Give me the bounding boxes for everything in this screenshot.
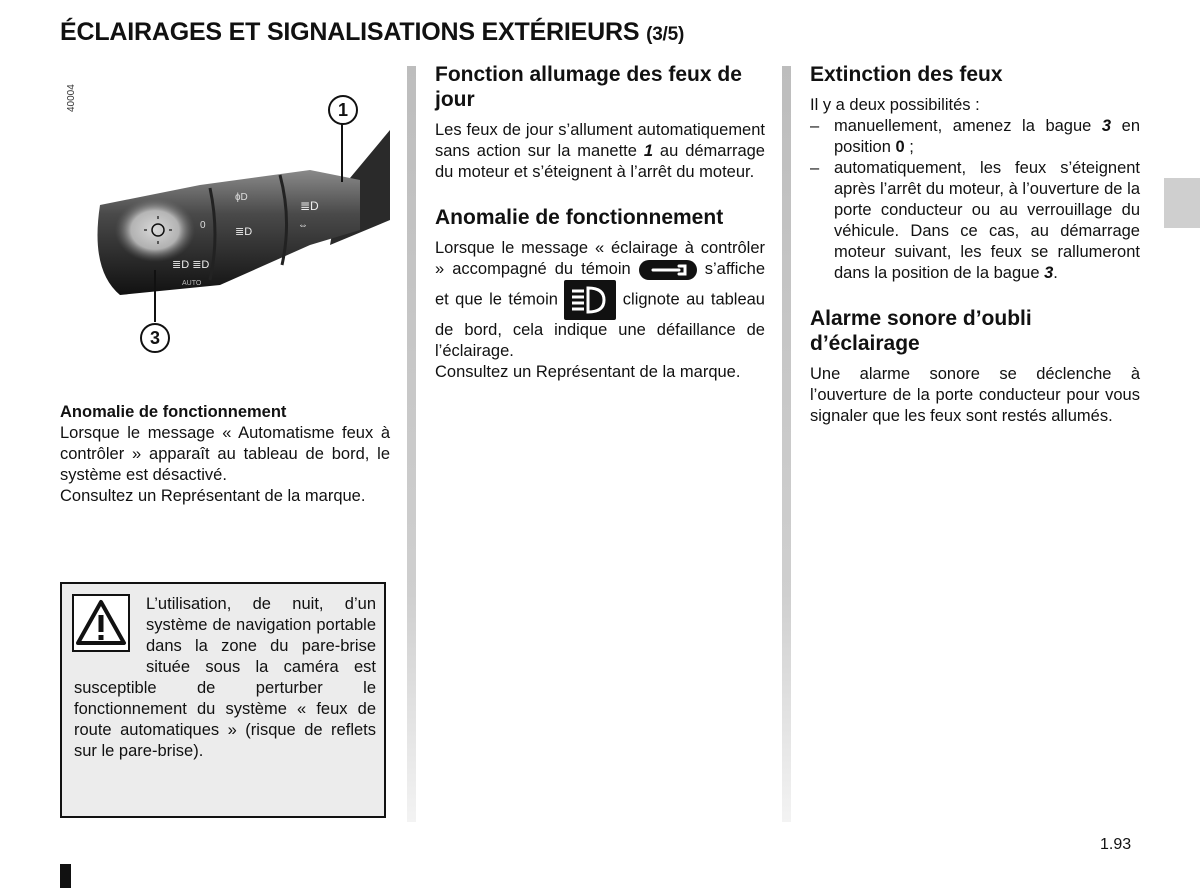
malfunction-text: Lorsque le message « éclairage à contrôler » accompagné du témoin s’affiche et que le témoin clignote au tableau de bord, cela indique une défaillance de l’éclairage. xyxy=(435,239,765,360)
page-title-part: (3/5) xyxy=(646,24,685,45)
alarm-text: Une alarme sonore se déclenche à l’ouverture de la porte conducteur pour vous signaler que les feux sont restés allumés. xyxy=(810,365,1140,425)
warning-text: L’utilisation, de nuit, d’un système de navigation portable dans la zone du pare-brise située sous la caméra est susceptible de perturber le fonctionnement du système « feux de route automatiques » (risque de reflets sur le pare-brise). xyxy=(74,595,376,760)
left-note-heading: Anomalie de fonctionnement xyxy=(60,403,287,421)
list-item: – manuellement, amenez la bague 3 en position 0 ; xyxy=(810,116,1140,158)
column-divider-1 xyxy=(407,66,416,822)
lights-off-section xyxy=(810,62,1140,284)
alarm-section xyxy=(810,306,1140,427)
ref-1: 1 xyxy=(643,142,654,160)
daylight-heading: Fonction allumage des feux de jour xyxy=(435,63,742,111)
daylight-text: Les feux de jour s’allument automatiquement sans action sur la manette 1 au démarrage du moteur et s’éteignent à l’arrêt du moteur. xyxy=(435,121,765,181)
lights-off-list xyxy=(810,116,1140,284)
middle-column xyxy=(435,62,765,405)
page-corner-mark xyxy=(60,864,71,888)
alarm-heading: Alarme sonore d’oubli d’éclairage xyxy=(810,307,1032,355)
left-note-body-1: Lorsque le message « Automatisme feux à contrôler » apparaît au tableau de bord, le système est désactivé. xyxy=(60,424,390,484)
figure-code: 40004 xyxy=(66,84,77,112)
stalk-position-zero: 0 xyxy=(200,220,206,231)
column-divider-2 xyxy=(782,66,791,822)
left-note-body-2: Consultez un Représentant de la marque. xyxy=(60,487,366,505)
wrench-icon xyxy=(639,260,697,280)
headlight-stalk-figure xyxy=(60,70,390,360)
page-title: ÉCLAIRAGES ET SIGNALISATIONS EXTÉRIEURS (3/5) xyxy=(60,18,685,46)
malfunction-section xyxy=(435,205,765,383)
warning-box xyxy=(60,582,386,818)
daylight-section xyxy=(435,62,765,183)
svg-text:⇔: ⇔ xyxy=(298,220,308,231)
callout-3-leader xyxy=(154,270,156,322)
lights-off-intro: Il y a deux possibilités : xyxy=(810,96,980,114)
page-number: 1.93 xyxy=(1100,836,1132,853)
right-column xyxy=(810,62,1140,449)
list-item: – automatiquement, les feux s’éteignent après l’arrêt du moteur, à l’ouverture de la porte conducteur ou au verrouillage du véhicule. Dans ce cas, au démarrage moteur suivant, les feux se rallumeront dans la position de la bague 3. xyxy=(810,158,1140,284)
position-zero: 0 xyxy=(895,138,905,156)
malfunction-consult: Consultez un Représentant de la marque. xyxy=(435,363,741,381)
svg-text:≣D ≣D: ≣D ≣D xyxy=(172,259,210,271)
ref-3: 3 xyxy=(1101,117,1112,135)
svg-text:≣D: ≣D xyxy=(235,226,253,238)
ref-3: 3 xyxy=(1044,264,1054,282)
svg-text:≣D: ≣D xyxy=(300,199,319,213)
callout-3: 3 xyxy=(140,323,170,353)
callout-1: 1 xyxy=(328,95,358,125)
svg-text:ɸD: ɸD xyxy=(235,192,248,203)
headlight-icon xyxy=(564,280,616,320)
malfunction-heading: Anomalie de fonctionnement xyxy=(435,206,724,229)
stalk-auto-label: AUTO xyxy=(182,280,202,287)
callout-1-leader xyxy=(341,122,343,182)
lights-off-heading: Extinction des feux xyxy=(810,63,1003,86)
left-malfunction-note xyxy=(60,402,390,507)
section-tab xyxy=(1164,178,1200,228)
